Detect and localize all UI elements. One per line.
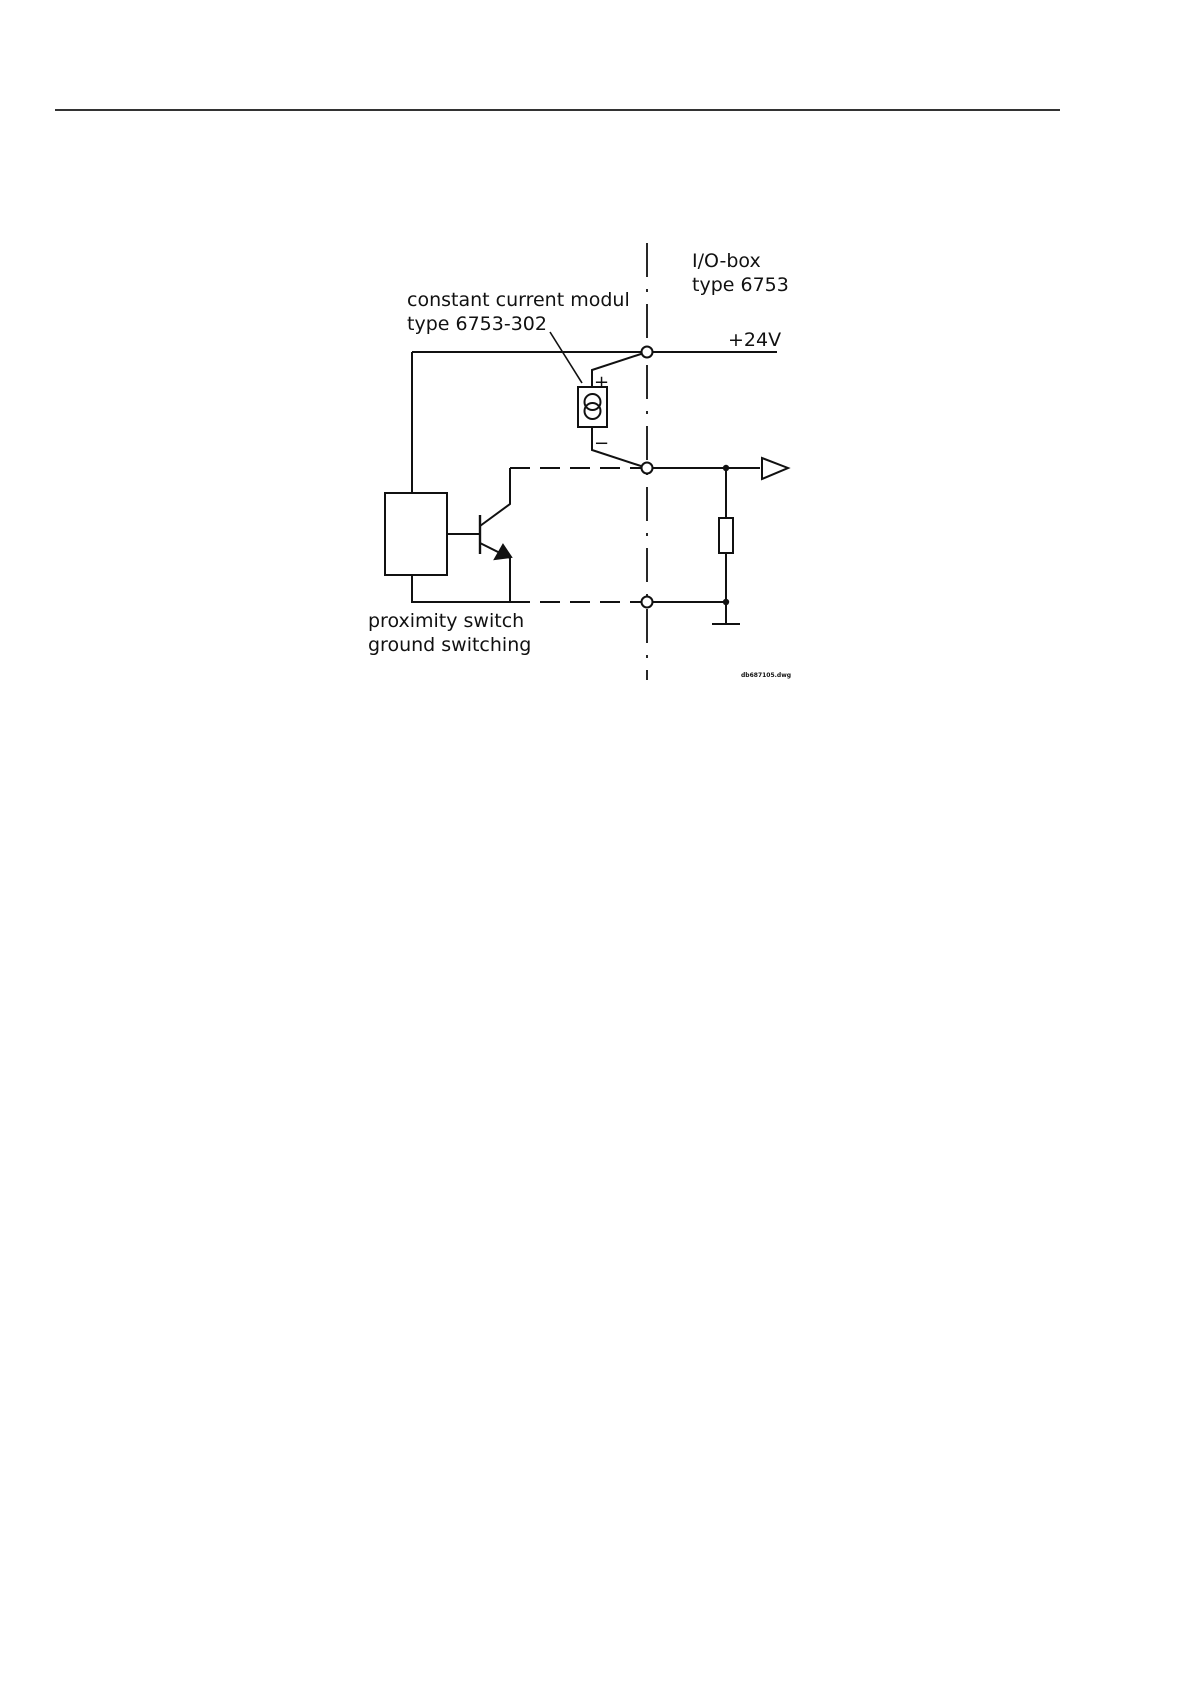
ground-switching-label: ground switching xyxy=(368,634,532,656)
switch-return-wire xyxy=(412,575,510,602)
module-label: constant current modul xyxy=(407,289,630,311)
proximity-switch-label: proximity switch xyxy=(368,610,525,632)
module-type-label: type 6753-302 xyxy=(407,313,547,335)
junction-dot-signal xyxy=(723,465,729,471)
supply-voltage-label: +24V xyxy=(728,329,782,351)
terminal-supply xyxy=(642,347,653,358)
drawing-reference: db687105.dwg xyxy=(741,672,792,679)
terminal-signal xyxy=(642,463,653,474)
junction-dot-ground xyxy=(723,599,729,605)
proximity-switch-box xyxy=(385,493,447,575)
module-minus-sign: − xyxy=(594,433,610,454)
resistor xyxy=(719,518,733,553)
transistor-collector xyxy=(480,468,510,526)
io-box-type-label: type 6753 xyxy=(692,274,789,296)
module-plus-sign: + xyxy=(594,372,610,393)
terminal-ground xyxy=(642,597,653,608)
io-box-label: I/O-box xyxy=(692,250,761,272)
module-leader-line xyxy=(550,332,582,383)
output-triangle xyxy=(762,458,788,479)
